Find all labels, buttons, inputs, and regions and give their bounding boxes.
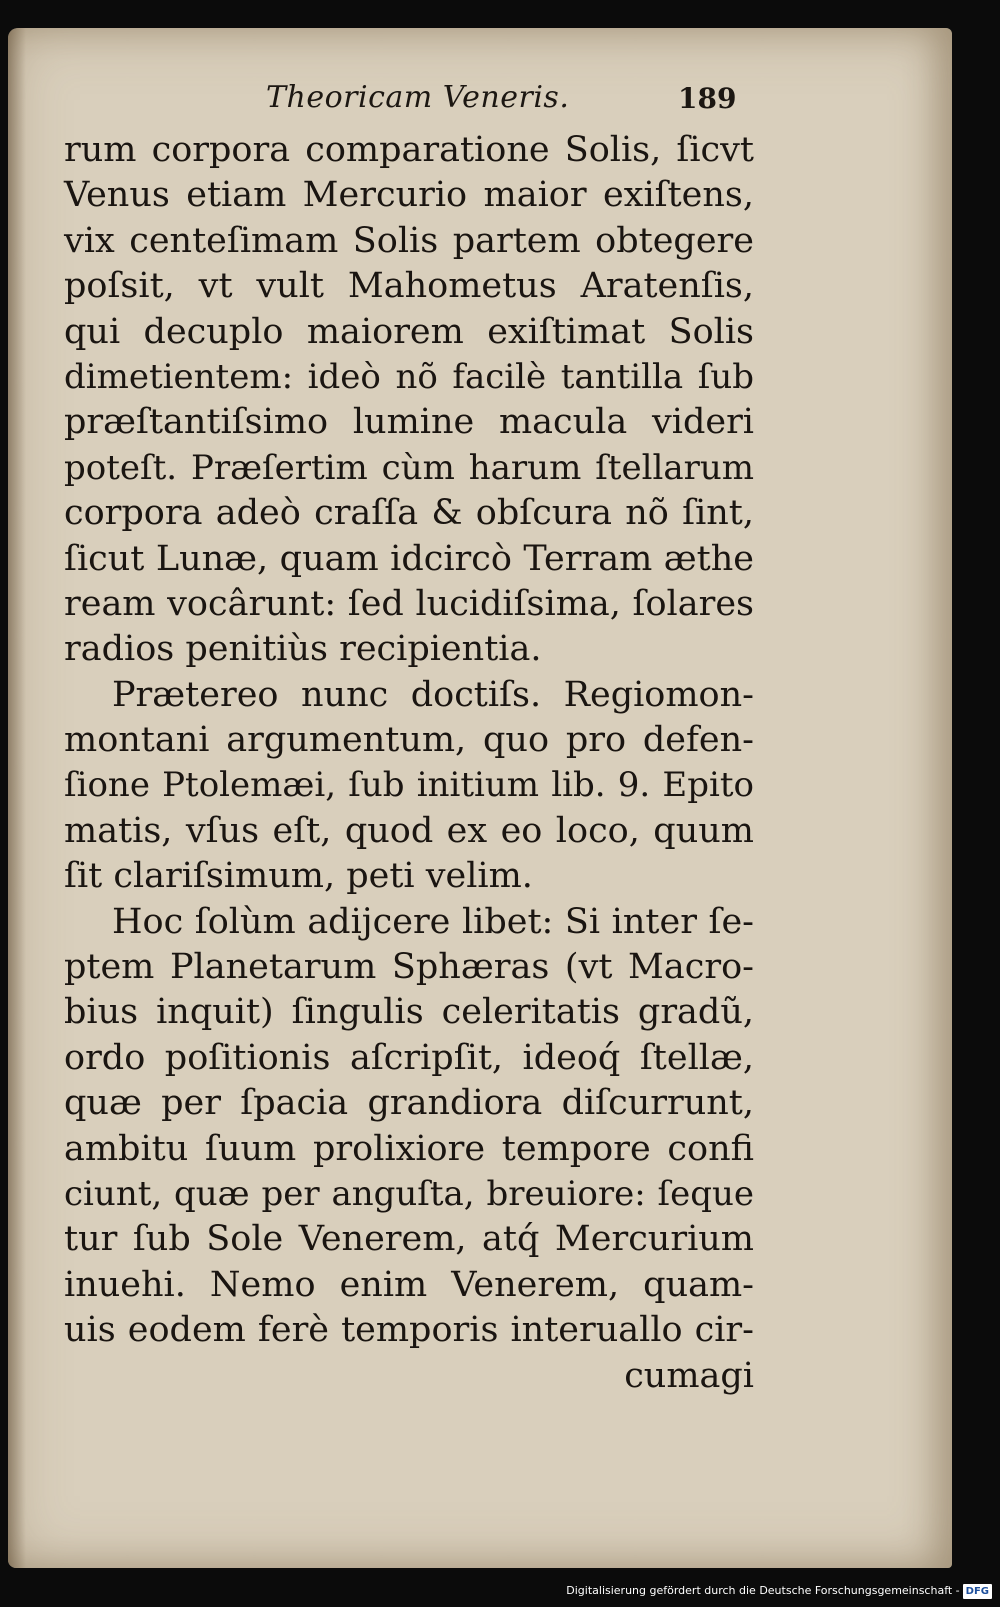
text-line: quæ per ſpacia grandiora diſcurrunt, (64, 1083, 754, 1124)
page-number: 189 (678, 82, 737, 115)
text-line: radios penitiùs recipientia. (64, 629, 542, 670)
text-line: bius inquit) ſingulis celeritatis gradũ, (64, 992, 754, 1033)
credit-text: Digitalisierung gefördert durch die Deutsche Forschungsgemeinschaft - (566, 1584, 960, 1597)
text-line: poteſt. Præſertim cùm harum ſtellarum (64, 447, 754, 488)
text-line: ſione Ptolemæi, ſub initium lib. 9. Epito (64, 765, 754, 806)
text-line: corpora adeò craſſa & obſcura nõ ſint, (64, 493, 754, 534)
text-line: præſtantiſsimo lumine macula videri (64, 402, 754, 443)
dfg-logo: DFG (963, 1584, 992, 1599)
text-line: ordo poſitionis aſcripſit, ideoq́ ſtellæ, (64, 1037, 754, 1078)
running-head (8, 80, 952, 124)
text-line: poſsit, vt vult Mahometus Aratenſis, (64, 266, 754, 307)
text-line: Prætereo nunc doctiſs. Regiomon- (112, 674, 754, 715)
text-line: dimetientem: ideò nõ facilè tantilla ſub (64, 356, 754, 397)
text-line: montani argumentum, quo pro defen- (64, 720, 754, 761)
text-line: matis, vſus eſt, quod ex eo loco, quum (64, 810, 754, 851)
digitization-credit (566, 1581, 992, 1601)
text-line: qui decuplo maiorem exiſtimat Solis (64, 311, 754, 352)
book-page (8, 28, 952, 1568)
text-line: cumagi (624, 1355, 754, 1396)
text-line: ſicut Lunæ, quam idcircò Terram æthe (64, 538, 754, 579)
text-line: inuehi. Nemo enim Venerem, quam- (64, 1264, 754, 1305)
text-line: ſit clariſsimum, peti velim. (64, 856, 533, 897)
text-line: vix centeſimam Solis partem obtegere (64, 220, 754, 261)
text-line: tur ſub Sole Venerem, atq́ Mercurium (64, 1219, 754, 1260)
running-head-title: Theoricam Veneris. (266, 80, 570, 115)
text-line: ciunt, quæ per anguſta, breuiore: ſeque (64, 1173, 754, 1214)
body-text (64, 128, 754, 1399)
text-line: uis eodem ferè temporis interuallo cir- (64, 1310, 754, 1351)
text-line: Venus etiam Mercurio maior exiſtens, (64, 175, 754, 216)
text-line: ambitu ſuum prolixiore tempore confi (64, 1128, 754, 1169)
text-line: rum corpora comparatione Solis, ſicvt (64, 130, 754, 170)
text-line: Hoc ſolùm adijcere libet: Si inter ſe- (112, 901, 754, 942)
text-line: ptem Planetarum Sphæras (vt Macro- (64, 947, 754, 988)
text-line: ream vocârunt: ſed lucidiſsima, ſolares (64, 583, 754, 624)
